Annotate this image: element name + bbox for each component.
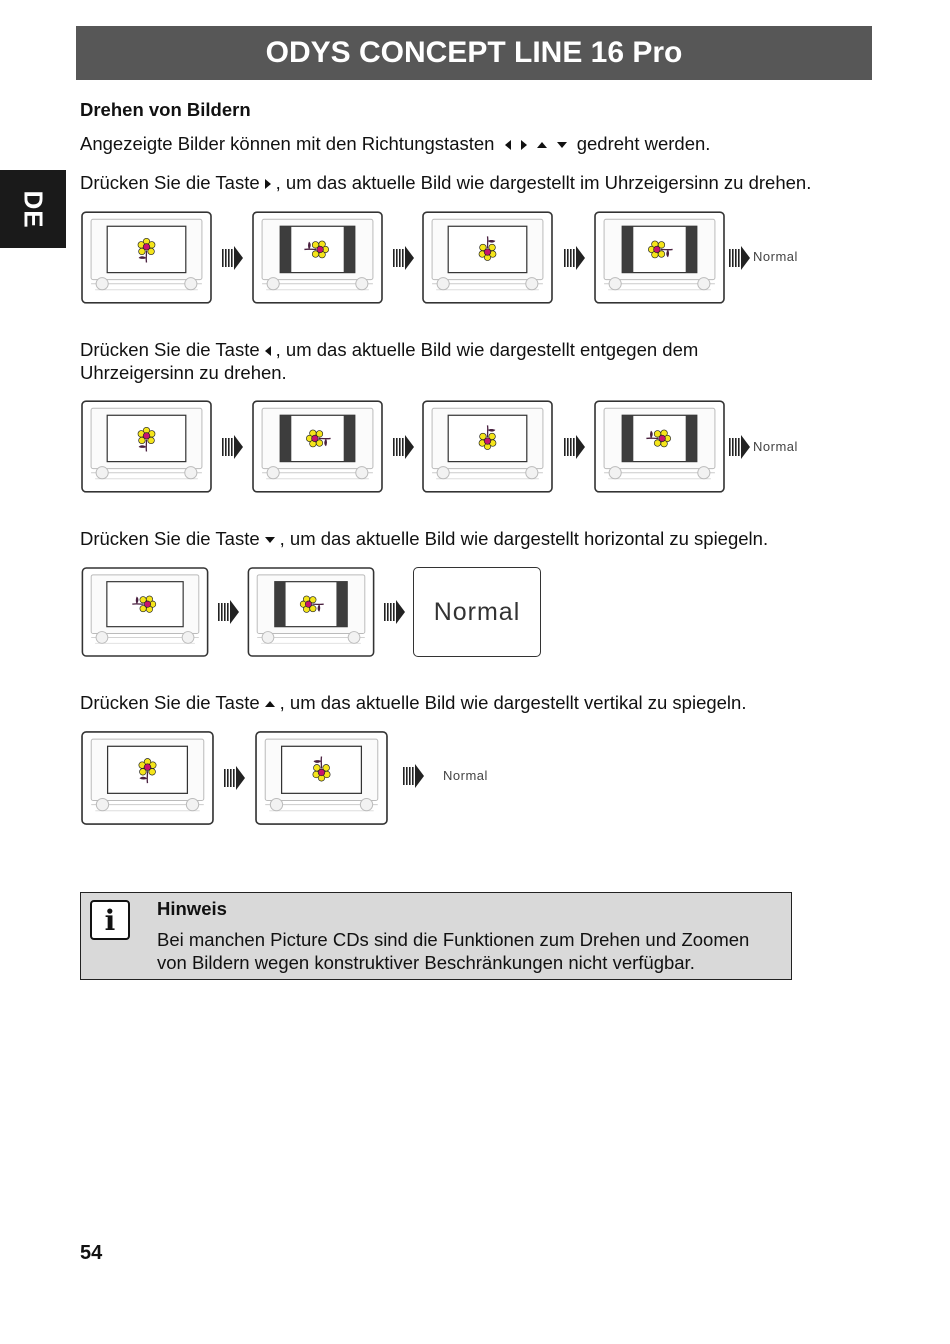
device-frame [252,211,383,304]
next-step-arrow-icon [729,434,751,460]
next-step-arrow-icon [222,245,244,271]
device-frame [81,211,212,304]
note-body: Bei manchen Picture CDs sind die Funktionen zum Drehen und Zoomen von Bildern wegen konstruktiver Beschränkungen nicht verfügbar. [157,929,750,973]
device-frame [594,400,725,493]
instruction-left: Drücken Sie die Taste , um das aktuelle Bild wie dargestellt entgegen dem Uhrzeigersinn zu drehen. [80,339,699,383]
page-number: 54 [80,1242,103,1264]
next-step-arrow-icon [393,245,415,271]
normal-label: Normal [753,249,798,264]
note-title: Hinweis [157,898,227,919]
up-arrow-key-icon [537,142,547,148]
left-arrow-key-icon [505,140,511,150]
intro-text: Angezeigte Bilder können mit den Richtungstasten gedreht werden. [80,133,711,154]
right-arrow-key-icon [521,140,527,150]
down-arrow-key-icon [557,142,567,148]
device-frame [422,211,553,304]
normal-label: Normal [413,567,541,657]
device-frame [247,567,375,657]
next-step-arrow-icon [393,434,415,460]
device-frame [422,400,553,493]
up-arrow-key-icon [265,701,275,707]
next-step-arrow-icon [729,245,751,271]
language-tab: DE [0,170,66,248]
next-step-arrow-icon [222,434,244,460]
next-step-arrow-icon [403,763,425,789]
right-arrow-key-icon [265,179,271,189]
device-frame [81,400,212,493]
instruction-up: Drücken Sie die Taste , um das aktuelle Bild wie dargestellt vertikal zu spiegeln. [80,692,747,713]
info-icon: i [90,900,130,940]
device-frame [252,400,383,493]
note-box [80,892,792,980]
instruction-down: Drücken Sie die Taste , um das aktuelle Bild wie dargestellt horizontal zu spiegeln. [80,528,769,549]
instruction-right: Drücken Sie die Taste , um das aktuelle Bild wie dargestellt im Uhrzeigersinn zu drehen. [80,172,812,193]
device-frame [81,730,214,826]
next-step-arrow-icon [224,765,246,791]
next-step-arrow-icon [218,599,240,625]
down-arrow-key-icon [265,537,275,543]
next-step-arrow-icon [384,599,406,625]
normal-label: Normal [443,768,488,783]
device-frame [81,567,209,657]
device-frame [594,211,725,304]
section-heading: Drehen von Bildern [80,99,251,120]
left-arrow-key-icon [265,346,271,356]
device-frame [255,730,388,826]
normal-label: Normal [753,439,798,454]
next-step-arrow-icon [564,434,586,460]
next-step-arrow-icon [564,245,586,271]
page-title: ODYS CONCEPT LINE 16 Pro [76,26,872,80]
